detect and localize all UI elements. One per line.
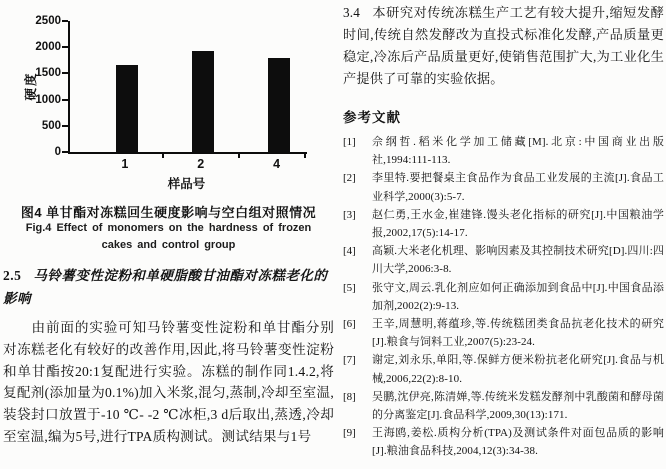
bar-sample-1 (116, 65, 138, 153)
y-tick-label-2500: 2500 (35, 15, 61, 27)
reference-item-9 (343, 424, 664, 460)
bar-sample-4 (268, 58, 290, 152)
reference-item-3 (343, 206, 664, 242)
reference-number: [7] (343, 354, 356, 367)
x-axis-title: 样品号 (167, 177, 206, 191)
figure4-bar-chart (3, 2, 334, 198)
section-2-5-number: 2.5 (3, 268, 22, 283)
y-tick-mark (62, 151, 68, 153)
left-column (3, 2, 334, 467)
reference-item-2 (343, 169, 664, 205)
reference-item-4 (343, 242, 664, 278)
reference-item-7 (343, 351, 664, 387)
y-tick-mark (62, 72, 68, 74)
reference-item-1 (343, 133, 664, 169)
reference-item-5 (343, 279, 664, 315)
y-tick-mark (62, 20, 68, 22)
figure-caption-en-line1: Fig.4 Effect of monomers on the hardness of frozen (25, 222, 312, 234)
y-tick-label-1500: 1500 (35, 67, 61, 80)
section-2-5-heading (3, 264, 334, 310)
reference-number: [6] (343, 318, 356, 331)
section-3-4-paragraph (343, 2, 664, 90)
figure-caption-en-line2: cakes and control group (101, 239, 236, 251)
reference-text: 张守文,周云.乳化剂应如何正确添加到食品中[J].中国食品添加剂,2002(2):9-13. (372, 281, 664, 312)
y-tick-label-1000: 1000 (35, 93, 61, 106)
reference-number: [9] (343, 427, 356, 440)
x-tick-label-1: 1 (121, 157, 129, 171)
reference-text: 吴鹏,沈伊亮,陈清婵,等.传统米发糕发酵剂中乳酸菌和酵母菌的分离鉴定[J].食品科学,2009,30(13):171. (372, 390, 664, 422)
reference-list (343, 133, 664, 461)
y-tick-label-500: 500 (41, 119, 61, 132)
y-tick-mark (62, 46, 68, 48)
y-axis-title: 硬度 (24, 71, 38, 101)
x-tick-mark (304, 152, 306, 158)
reference-number: [5] (343, 281, 356, 294)
plot-area (68, 21, 307, 154)
reference-text: 赵仁勇,王水金,崔建锋.馒头老化指标的研究[J].中国粮油学报,2002,17(5):14-17. (372, 208, 664, 240)
x-tick-mark (162, 152, 164, 158)
x-tick-label-2: 2 (197, 157, 205, 171)
reference-item-8 (343, 388, 664, 424)
reference-text: 佘纲哲.稻米化学加工储藏[M].北京:中国商业出版社,1994:111-113. (372, 136, 664, 167)
section-3-4-text: 本研究对传统冻糕生产工艺有较大提升,缩短发酵时间,传统自然发酵改为直投式标准化发酵,产品质量更稳定,冷冻后产品质量更好,使销售范围扩大,为工业化生产提供了可靠的实验依据。 (343, 5, 664, 86)
bar-sample-2 (192, 51, 214, 152)
reference-text: 王辛,周慧明,蒋蕴珍,等.传统糕团类食品抗老化技术的研究[J].粮食与饲料工业,2007(5):23-24. (372, 318, 664, 349)
reference-number: [8] (343, 390, 356, 403)
reference-text: 谢定,刘永乐,单阳,等.保鲜方便米粉抗老化研究[J].食品与机械,2006,22(2):8-10. (372, 354, 664, 385)
reference-text: 高颖.大米老化机理、影响因素及其控制技术研究[D].四川:四川大学,2006:3-8. (372, 245, 664, 276)
y-tick-mark (62, 125, 68, 127)
y-tick-label-2000: 2000 (35, 41, 61, 54)
reference-number: [3] (343, 208, 356, 221)
reference-number: [4] (343, 245, 356, 258)
reference-text: 王海鸥,姜松.质构分析(TPA)及测试条件对面包品质的影响[J].粮油食品科技,2004,12(3):34-38. (372, 427, 664, 458)
reference-number: [2] (343, 172, 356, 185)
section-3-4-number: 3.4 (343, 5, 361, 20)
references-title: 参考文献 (343, 110, 401, 125)
y-tick-label-0: 0 (54, 146, 61, 158)
section-2-5-paragraph: 由前面的实验可知马铃薯变性淀粉和单甘酯分别对冻糕老化有较好的改善作用,因此,将马铃薯变性淀粉和单甘酯按20:1复配进行实验。冻糕的制作同1.4.2,将复配剂(添加量为0.1%)加入米浆,混匀,蒸制,冷却至室温,装袋封口放置于-10 ℃- -2 ℃冰柜,3 d后取出,蒸透,冷却至室温,编为5号,进行TPA质构测试。测试结果与1号 (3, 320, 334, 444)
x-tick-mark (238, 152, 240, 158)
y-tick-mark (62, 99, 68, 101)
reference-text: 李里特.要把餐桌主食品作为食品工业发展的主流[J].食品工业科学,2000(3):5-7. (372, 172, 664, 203)
right-column (343, 2, 664, 467)
reference-number: [1] (343, 136, 356, 148)
figure-caption-zh: 图4 单甘酯对冻糕回生硬度影响与空白组对照情况 (20, 205, 317, 220)
section-2-5-title: 马铃薯变性淀粉和单硬脂酸甘油酯对冻糕老化的影响 (3, 268, 328, 306)
x-tick-label-4: 4 (273, 157, 281, 171)
reference-item-6 (343, 315, 664, 351)
